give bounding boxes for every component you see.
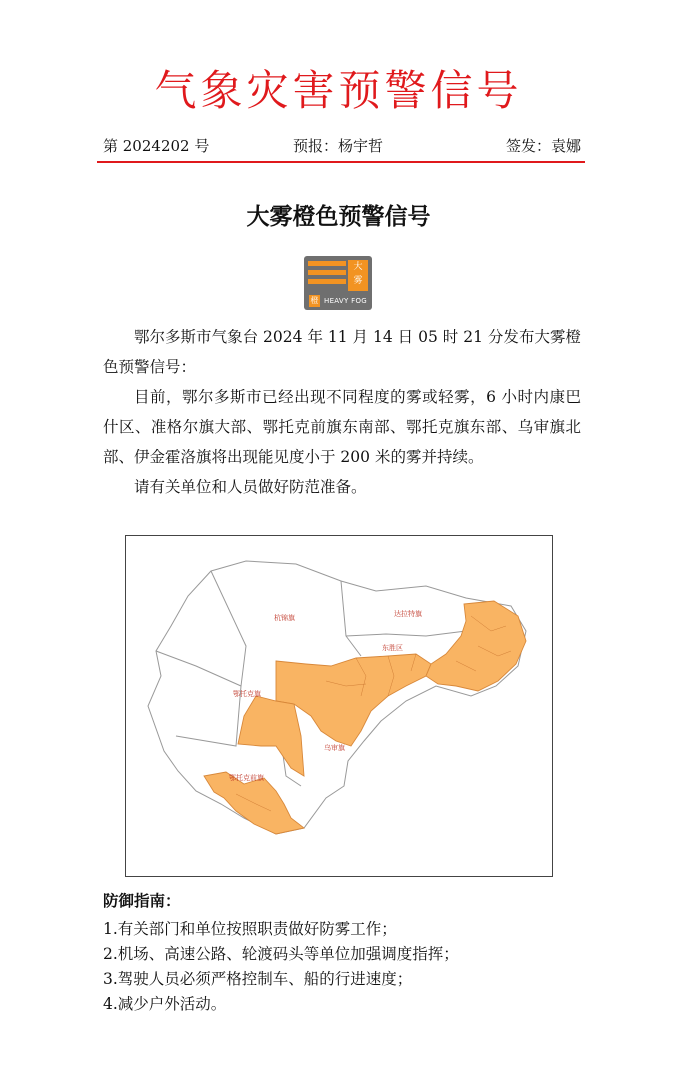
page-title: 大雾橙色预警信号 [246, 203, 431, 230]
warning-area-east [426, 601, 526, 691]
signal-char-2: 雾 [353, 276, 363, 286]
masthead: 气象灾害预警信号 [154, 66, 523, 115]
map-label-wushen: 乌审旗 [324, 744, 345, 752]
guide-item: 1.有关部门和单位按照职责做好防雾工作； [103, 920, 397, 938]
guide-item: 4.减少户外活动。 [103, 995, 227, 1013]
guide-item: 3.驾驶人员必须严格控制车、船的行进速度； [103, 970, 413, 988]
map-label-dongsheng: 东胜区 [382, 644, 403, 652]
body-paragraph-1: 鄂尔多斯市气象台 2024 年 11 月 14 日 05 时 21 分发布大雾橙色预警信号： [103, 328, 581, 376]
fog-bars-icon [308, 261, 346, 289]
issue-meta-row [103, 135, 581, 157]
signal-en-label: HEAVY FOG [324, 297, 367, 305]
guide-item: 2.机场、高速公路、轮渡码头等单位加强调度指挥； [103, 945, 459, 963]
map-label-etuoke: 鄂托克旗 [233, 690, 261, 698]
map-label-dalate: 达拉特旗 [394, 610, 422, 618]
warning-area-wedge [238, 696, 304, 776]
heavy-fog-orange-signal-icon [304, 256, 372, 310]
map-svg [126, 536, 552, 876]
forecaster: 预报：杨宇哲 [293, 137, 384, 155]
body-paragraph-3: 请有关单位和人员做好防范准备。 [134, 478, 367, 496]
warning-body [103, 322, 581, 502]
map-label-hangjin: 杭锦旗 [274, 614, 295, 622]
issuer: 签发：袁娜 [505, 137, 581, 155]
map-label-etuokeqian: 鄂托克前旗 [229, 774, 264, 782]
body-paragraph-2: 目前，鄂尔多斯市已经出现不同程度的雾或轻雾，6 小时内康巴什区、准格尔旗大部、鄂托克前旗东南部、鄂托克旗东部、乌审旗北部、伊金霍洛旗将出现能见度小于 200 米的雾并持续。 [103, 388, 581, 466]
header-divider [97, 161, 585, 163]
defense-guide [103, 888, 583, 1017]
guide-heading: 防御指南： [103, 891, 181, 910]
signal-color-char: 橙 [310, 296, 319, 305]
warning-area-map [125, 535, 553, 877]
signal-char-1: 大 [353, 262, 363, 272]
issue-number: 第 2024202 号 [103, 137, 210, 155]
signal-cn-label [348, 260, 368, 291]
signal-footer [304, 295, 372, 308]
